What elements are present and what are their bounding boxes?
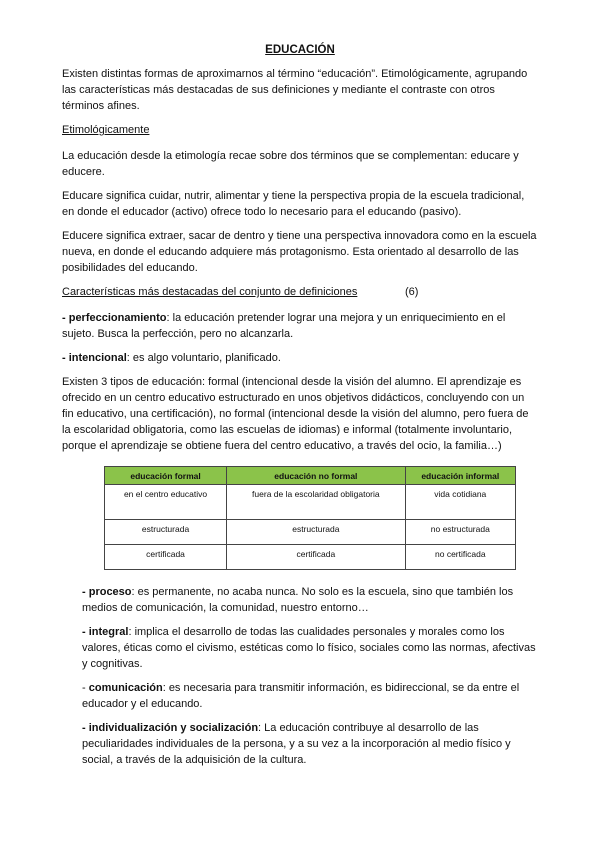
table-row — [105, 520, 516, 545]
characteristics-heading: Características más destacadas del conjunto de definiciones — [62, 286, 358, 298]
etymology-paragraph-2: Educare significa cuidar, nutrir, alimentar y tiene la perspectiva propia de la escuela tradicional, en donde el educador (activo) ofrece todo lo necesario para el educando (pasivo). — [62, 190, 525, 218]
table-cell: no estructurada — [405, 520, 515, 545]
intro-paragraph: Existen distintas formas de aproximarnos al término “educación”. Etimológicamente, agrupando las características más destacadas de sus definiciones y mediante el contraste con otros términos afines. — [62, 68, 528, 112]
table-row — [105, 545, 516, 570]
table-cell: estructurada — [227, 520, 406, 545]
table-header: educación informal — [405, 467, 515, 485]
table-header: educación formal — [105, 467, 227, 485]
education-types-table — [104, 466, 516, 570]
characteristic-prefix: - — [82, 682, 89, 694]
characteristic-text: : la educación pretender lograr una mejora y un enriquecimiento en el sujeto. Busca la perfección, pero no alcanzarla. — [62, 312, 506, 340]
characteristic-item — [62, 310, 538, 342]
page-title: EDUCACIÓN — [265, 44, 335, 56]
characteristic-item — [82, 680, 538, 712]
characteristic-text: : es algo voluntario, planificado. — [126, 352, 281, 364]
characteristic-item — [82, 720, 538, 768]
characteristic-item — [62, 350, 538, 366]
characteristic-text: : implica el desarrollo de todas las cualidades personales y morales como los valores, éticas como el civismo, estéticas como lo físico, sociales como las normas, afectivas y cognitivas. — [82, 626, 536, 670]
table-cell: en el centro educativo — [105, 485, 227, 520]
table-header-row — [105, 467, 516, 485]
characteristic-term: - intencional — [62, 352, 127, 364]
characteristic-term: - integral — [82, 626, 129, 638]
characteristic-text: : es necesaria para transmitir información, es bidireccional, se da entre el educador y el educando. — [82, 682, 520, 710]
characteristic-text: : La educación contribuye al desarrollo de las peculiaridades individuales de la persona, y a su vez a la incorporación al medio físico y social, a través de la adquisición de la cultura. — [82, 722, 511, 766]
table-cell: certificada — [105, 545, 227, 570]
table-cell: fuera de la escolaridad obligatoria — [227, 485, 406, 520]
more-characteristics — [62, 584, 538, 768]
characteristic-item — [82, 624, 538, 672]
characteristic-text: : es permanente, no acaba nunca. No solo es la escuela, sino que también los medios de comunicación, la comunidad, nuestro entorno… — [82, 586, 514, 614]
education-types-paragraph: Existen 3 tipos de educación: formal (intencional desde la visión del alumno. El aprendizaje es ofrecido en un centro educativo estructurado en unos objetivos didácticos, concluyendo con un fin educativo, una certificación), no formal (intencional desde la visión del alumno, pero fuera de la escolaridad obligatoria, como las escuelas de idiomas) e informal (totalmente involuntario, porque el aprendizaje se obtiene fuera del centro educativo, a través del ocio, la familia…) — [62, 376, 529, 452]
characteristics-count: (6) — [405, 286, 419, 298]
characteristics-heading-row — [62, 284, 538, 300]
table-cell: estructurada — [105, 520, 227, 545]
characteristic-term: comunicación — [88, 682, 163, 694]
table-cell: vida cotidiana — [405, 485, 515, 520]
characteristic-term: - perfeccionamiento — [62, 312, 167, 324]
etymology-paragraph-1: La educación desde la etimología recae sobre dos términos que se complementan: educare y educere. — [62, 150, 519, 178]
table-cell: certificada — [227, 545, 406, 570]
characteristic-item — [82, 584, 538, 616]
table-cell: no certificada — [405, 545, 515, 570]
etymology-paragraph-3: Educere significa extraer, sacar de dentro y tiene una perspectiva innovadora como en la escuela nueva, en donde el educando adquiere más protagonismo. Esta orientado al desarrollo de las posibilidades del educando. — [62, 230, 537, 274]
etymology-heading: Etimológicamente — [62, 124, 150, 136]
characteristic-term: - proceso — [82, 586, 132, 598]
table-header: educación no formal — [227, 467, 406, 485]
characteristic-term: - individualización y socialización — [82, 722, 259, 734]
table-row — [105, 485, 516, 520]
